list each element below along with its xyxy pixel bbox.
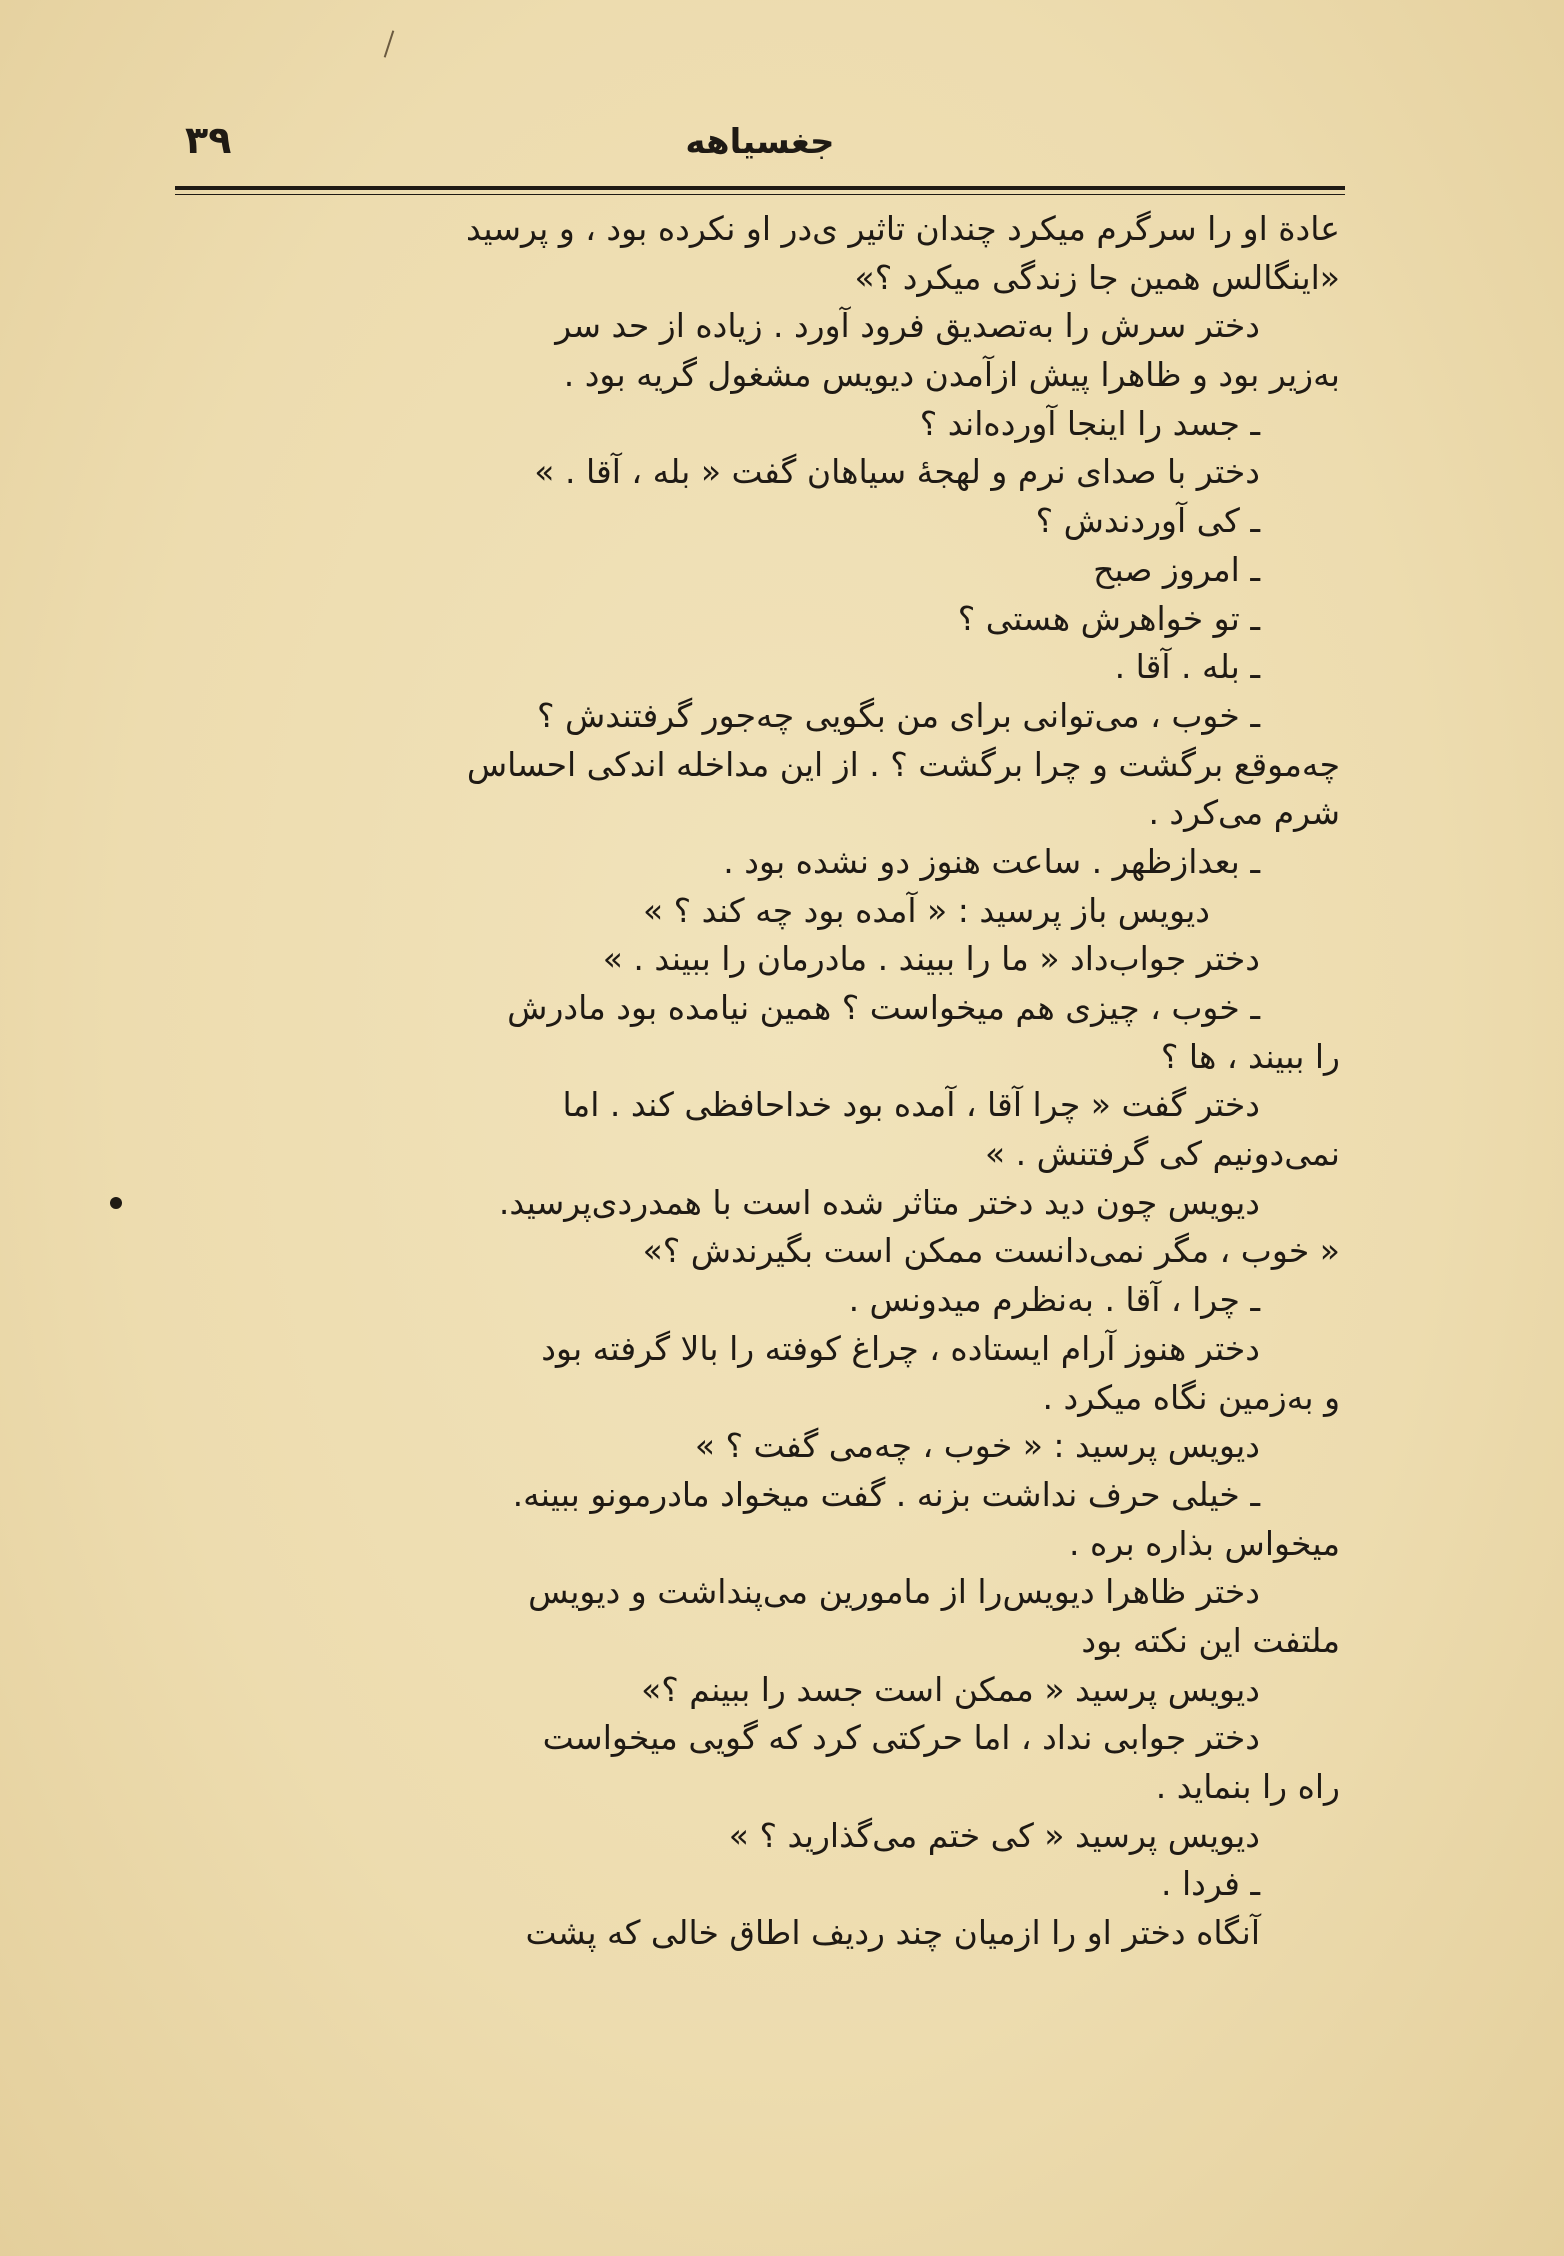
- text-line: دیویس چون دید دختر متاثر شده است با همدردی‌پرسید.: [498, 1182, 1260, 1222]
- text-line: ـ چرا ، آقا . به‌نظرم میدونس .: [848, 1280, 1260, 1320]
- text-line: ـ کی آوردندش ؟: [1035, 501, 1260, 541]
- text-line: ـ خوب ، می‌توانی برای من بگویی چه‌جور گرفتندش ؟: [536, 695, 1260, 735]
- text-line: دختر هنوز آرام ایستاده ، چراغ کوفته را بالا گرفته بود: [541, 1328, 1260, 1368]
- text-line: نمی‌دونیم کی گرفتنش . »: [984, 1134, 1340, 1174]
- text-line: شرم می‌کرد .: [1148, 793, 1340, 833]
- running-title: جغسیاهه: [685, 122, 835, 162]
- text-line: ـ بعدازظهر . ساعت هنوز دو نشده بود .: [723, 841, 1260, 881]
- text-line: راه را بنماید .: [1155, 1767, 1340, 1806]
- text-line: « خوب ، مگر نمی‌دانست ممکن است بگیرندش ؟»: [642, 1231, 1340, 1271]
- text-line: دختر سرش را به‌تصدیق فرود آورد . زیاده از حد سر: [555, 306, 1260, 346]
- page-number: ۳۹: [185, 118, 232, 162]
- text-line: و به‌زمین نگاه میکرد .: [1042, 1377, 1340, 1417]
- text-line: دختر جوابی نداد ، اما حرکتی کرد که گویی میخواست: [542, 1718, 1260, 1758]
- text-line: ـ جسد را اینجا آورده‌اند ؟: [919, 403, 1260, 443]
- text-line: دیویس باز پرسید : « آمده بود چه کند ؟ »: [642, 890, 1210, 930]
- page-header: [175, 110, 1345, 190]
- text-line: عادة او را سرگرم میکرد چندان تاثیر ی‌در او نکرده بود ، و پرسید: [466, 209, 1340, 248]
- text-line: به‌زیر بود و ظاهرا پیش ازآمدن دیویس مشغول گریه بود .: [563, 355, 1340, 395]
- header-rule-thin: [175, 194, 1345, 195]
- scan-mark: [384, 30, 395, 57]
- text-line: دختر ظاهرا دیویس‌را از مامورین می‌پنداشت و دیویس: [528, 1572, 1260, 1612]
- text-line: ملتفت این نکته بود: [1081, 1620, 1340, 1660]
- text-line: دیویس پرسید : « خوب ، چه‌می گفت ؟ »: [694, 1426, 1260, 1466]
- text-line: میخواس بذاره بره .: [1069, 1523, 1340, 1563]
- text-line: دختر گفت « چرا آقا ، آمده بود خداحافظی کند . اما: [562, 1085, 1260, 1125]
- text-line: دختر با صدای نرم و لهجهٔ سیاهان گفت « بله ، آقا . »: [534, 452, 1260, 492]
- text-line: دختر جواب‌داد « ما را ببیند . مادرمان را ببیند . »: [602, 939, 1260, 979]
- text-line: چه‌موقع برگشت و چرا برگشت ؟ . از این مداخله اندکی احساس: [466, 744, 1340, 784]
- body-text: [140, 205, 1340, 1958]
- text-line: دیویس پرسید « کی ختم می‌گذارید ؟ »: [728, 1815, 1260, 1855]
- text-line: ـ امروز صبح: [1093, 549, 1260, 589]
- text-line: را ببیند ، ها ؟: [1160, 1036, 1340, 1076]
- text-line: ـ خیلی حرف نداشت بزنه . گفت میخواد مادرمونو ببینه.: [512, 1474, 1260, 1514]
- header-rule: [175, 186, 1345, 190]
- text-line: آنگاه دختر او را ازمیان چند ردیف اطاق خالی که پشت: [525, 1913, 1260, 1953]
- text-line: ـ بله . آقا .: [1114, 647, 1260, 687]
- text-line: دیویس پرسید « ممکن است جسد را ببینم ؟»: [641, 1669, 1260, 1709]
- text-line: ـ فردا .: [1161, 1864, 1260, 1904]
- text-line: «اینگالس همین جا زندگی میکرد ؟»: [854, 257, 1340, 297]
- margin-dot: [110, 1197, 122, 1209]
- text-line: ـ خوب ، چیزی هم میخواست ؟ همین نیامده بود مادرش: [507, 988, 1260, 1027]
- text-line: ـ تو خواهرش هستی ؟: [957, 598, 1260, 638]
